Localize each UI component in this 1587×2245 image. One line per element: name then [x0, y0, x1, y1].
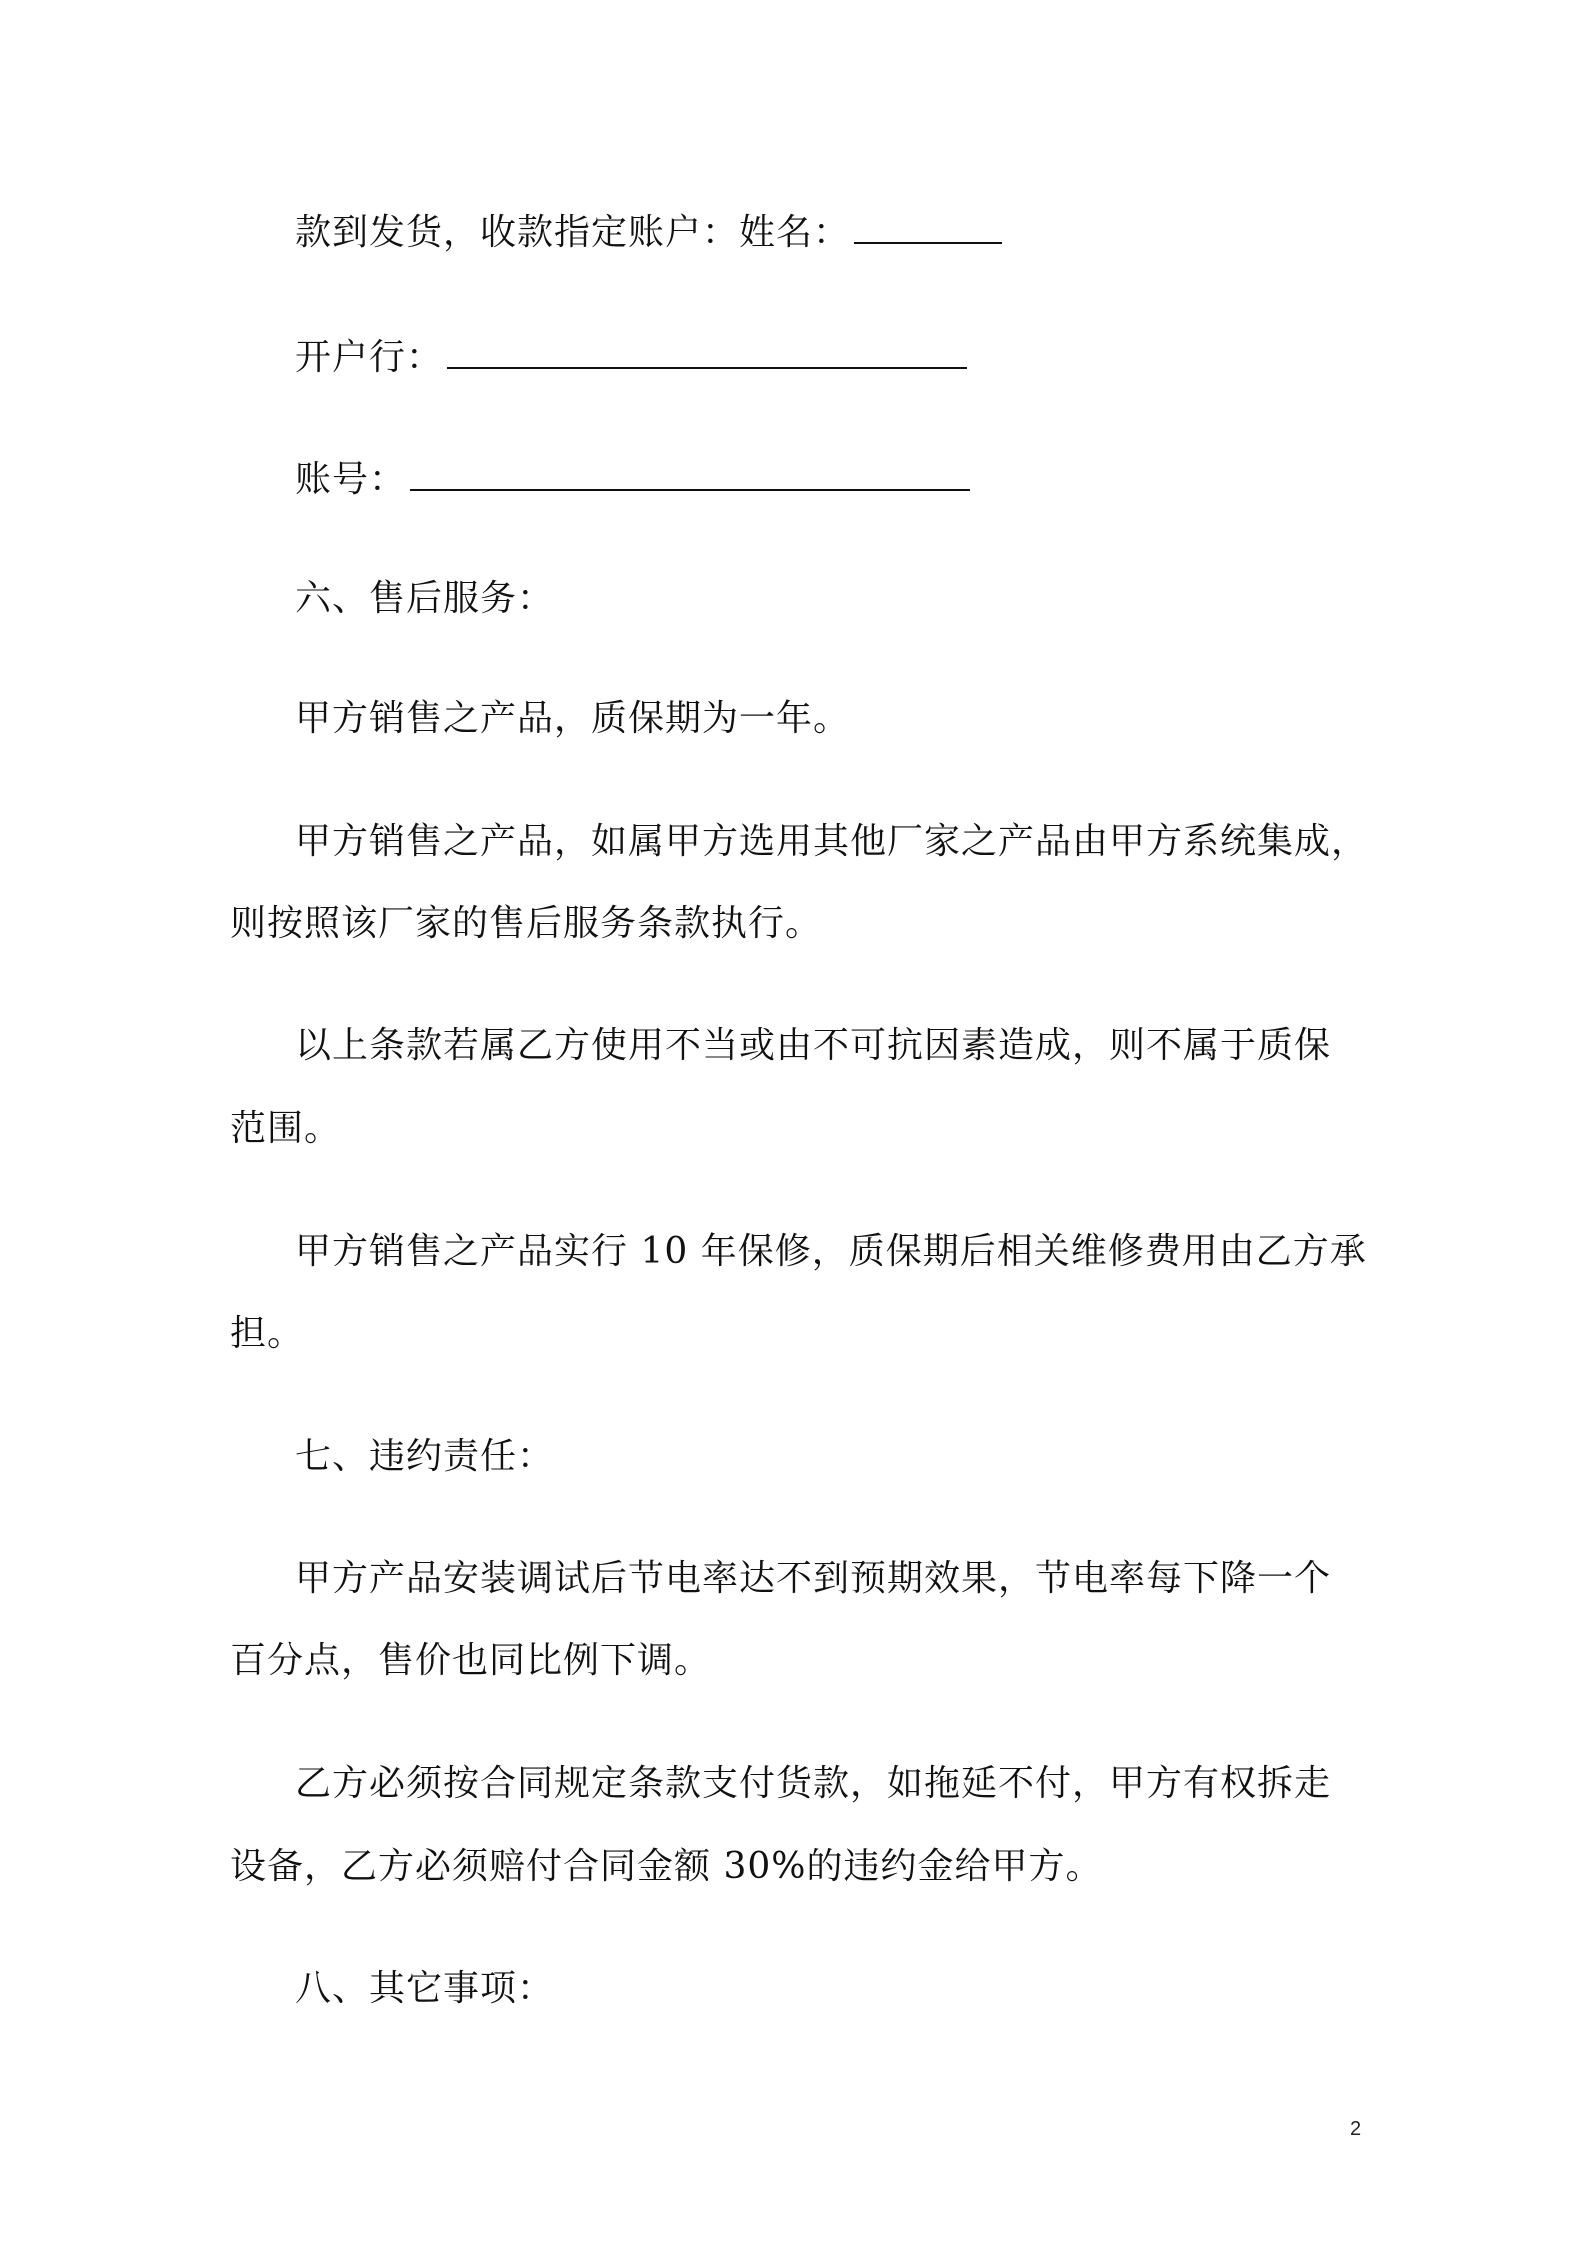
section6-paragraph-3-line-2: 范围。: [230, 1108, 342, 1149]
section7-paragraph-1-line-1: 甲方产品安装调试后节电率达不到预期效果，节电率每下降一个: [295, 1558, 1332, 1599]
section6-heading: 六、售后服务：: [295, 578, 555, 619]
section8-heading: 八、其它事项：: [295, 1968, 555, 2009]
section7-paragraph-1-line-2: 百分点，售价也同比例下调。: [230, 1640, 712, 1681]
section6-paragraph-1: 甲方销售之产品，质保期为一年。: [295, 698, 851, 739]
section6-paragraph-2-line-1: 甲方销售之产品，如属甲方选用其他厂家之产品由甲方系统集成，: [295, 821, 1369, 862]
section6-paragraph-4-line-1: 甲方销售之产品实行 10 年保修，质保期后相关维修费用由乙方承: [295, 1231, 1367, 1272]
section6-paragraph-4-line-2: 担。: [230, 1313, 305, 1354]
payment-account-label: 款到发货，收款指定账户：姓名：: [295, 212, 851, 253]
bank-label: 开户行：: [295, 337, 444, 378]
payment-account-line: [295, 208, 1002, 257]
name-blank: [854, 208, 1002, 244]
account-number-line: [295, 455, 970, 504]
section6-paragraph-3-line-1: 以上条款若属乙方使用不当或由不可抗因素造成，则不属于质保: [295, 1025, 1332, 1066]
account-number-blank: [410, 455, 970, 491]
section6-paragraph-2-line-2: 则按照该厂家的售后服务条款执行。: [230, 903, 823, 944]
section7-paragraph-2-line-2: 设备，乙方必须赔付合同金额 30%的违约金给甲方。: [230, 1846, 1103, 1887]
account-number-label: 账号：: [295, 459, 407, 500]
section7-heading: 七、违约责任：: [295, 1436, 555, 1477]
page-number: 2: [1350, 2118, 1362, 2140]
bank-blank: [447, 333, 967, 369]
bank-line: [295, 333, 967, 382]
section7-paragraph-2-line-1: 乙方必须按合同规定条款支付货款，如拖延不付，甲方有权拆走: [295, 1763, 1332, 1804]
